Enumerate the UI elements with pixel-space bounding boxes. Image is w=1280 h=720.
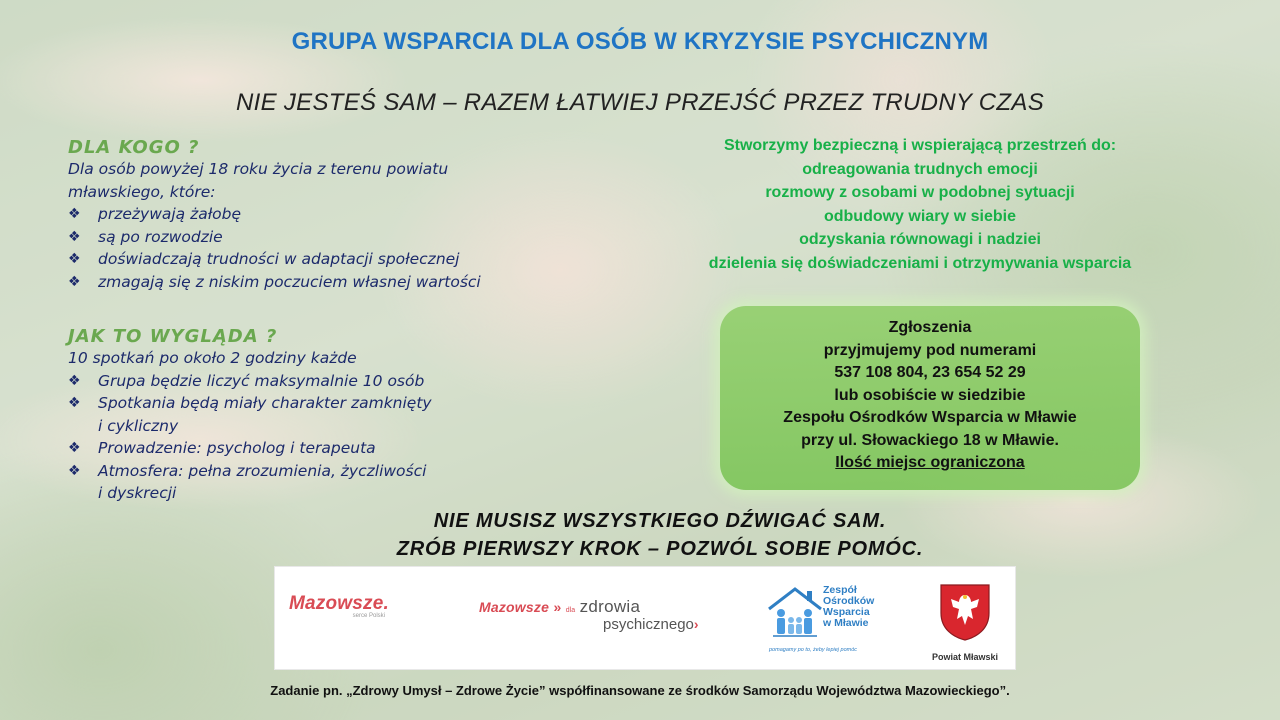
diamond-bullet-icon: ❖	[68, 228, 81, 245]
list-item: ❖ przeżywają żałobę	[68, 203, 588, 226]
zow-logo	[767, 584, 887, 653]
footer-funding-note: Zadanie pn. „Zdrowy Umysł – Zdrowe Życie” współfinansowane ze środków Samorządu Województwa Mazowieckiego”.	[270, 683, 1010, 698]
how-heading: JAK TO WYGLĄDA ?	[68, 326, 278, 347]
who-heading: DLA KOGO ?	[68, 137, 200, 158]
contact-line: Zespołu Ośrodków Wsparcia w Mławie	[783, 409, 1077, 426]
who-section	[68, 137, 588, 293]
who-intro-line1: Dla osób powyżej 18 roku życia z terenu powiatu	[68, 160, 449, 178]
who-intro-line2: mławskiego, które:	[68, 182, 216, 201]
list-item: ❖ Atmosfera: pełna zrozumienia, życzliwości i dyskrecji	[68, 461, 427, 502]
list-item: ❖ zmagają się z niskim poczuciem własnej wartości	[68, 271, 588, 294]
space-item: rozmowy z osobami w podobnej sytuacji	[765, 184, 1075, 201]
contact-phone-numbers: 537 108 804, 23 654 52 29	[834, 364, 1026, 381]
space-item: dzielenia się doświadczeniami i otrzymywania wsparcia	[708, 254, 1132, 272]
list-item: ❖ są po rozwodzie	[68, 226, 588, 249]
diamond-bullet-icon: ❖	[68, 462, 81, 479]
diamond-bullet-icon: ❖	[68, 372, 81, 389]
space-item: odzyskania równowagi i nadziei	[799, 231, 1041, 248]
space-intro: Stworzymy bezpieczną i wspierającą przestrzeń do:	[723, 137, 1117, 154]
who-list	[68, 203, 588, 293]
diamond-bullet-icon: ❖	[68, 273, 81, 290]
zow-name: Zespół Ośrodków Wsparcia w Mławie	[823, 584, 875, 629]
diamond-bullet-icon: ❖	[68, 251, 81, 267]
diamond-bullet-icon: ❖	[68, 206, 81, 222]
contact-line: przyjmujemy pod numerami	[823, 341, 1037, 359]
how-intro: 10 spotkań po około 2 godziny każde	[68, 349, 357, 367]
powiat-name: Powiat Mławski	[931, 652, 999, 662]
mazowsze-logo	[289, 593, 389, 619]
contact-address: przy ul. Słowackiego 18 w Mławie.	[801, 431, 1059, 449]
how-list	[68, 370, 588, 505]
list-item: ❖ Prowadzenie: psycholog i terapeuta	[68, 437, 588, 460]
page-title: GRUPA WSPARCIA DLA OSÓB W KRYZYSIE PSYCHICZNYM	[291, 28, 989, 55]
page-subtitle: NIE JESTEŚ SAM – RAZEM ŁATWIEJ PRZEJŚĆ PRZEZ TRUDNY CZAS	[235, 89, 1044, 116]
contact-box	[720, 306, 1140, 490]
family-house-icon	[767, 585, 823, 643]
mazowsze-tagline: serce Polski	[352, 613, 385, 619]
list-item: ❖ doświadczają trudności w adaptacji społecznej	[68, 248, 588, 271]
slogan-line1: NIE MUSISZ WSZYSTKIEGO DŹWIGAĆ SAM.	[433, 510, 887, 532]
space-item: odreagowania trudnych emocji	[802, 160, 1038, 178]
list-item: ❖ Spotkania będą miały charakter zamknięty i cykliczny	[68, 394, 432, 435]
mazowsze-dla-zdrowia-logo: Mazowsze » dla zdrowia psychicznego›	[479, 597, 699, 633]
diamond-bullet-icon: ❖	[68, 440, 81, 456]
coat-of-arms-icon	[939, 583, 991, 641]
list-item: ❖ Grupa będzie liczyć maksymalnie 10 osób	[68, 370, 588, 393]
zow-tagline: pomagamy po to, żeby lepiej pomóc	[769, 647, 858, 653]
contact-line: Zgłoszenia	[888, 319, 972, 336]
how-section	[68, 326, 588, 505]
slogan-line2: ZRÓB PIERWSZY KROK – POZWÓL SOBIE POMÓC.	[396, 538, 924, 560]
limited-places-note: Ilość miejsc ograniczona	[835, 454, 1025, 471]
contact-line: lub osobiście w siedzibie	[834, 386, 1026, 404]
powiat-mlawski-logo	[925, 583, 1005, 662]
chevron-right-icon: ›	[693, 616, 699, 632]
mazowsze-wordmark: Mazowsze.	[289, 593, 389, 614]
space-section	[660, 134, 1180, 275]
double-chevron-icon: »	[553, 599, 562, 615]
diamond-bullet-icon: ❖	[68, 395, 81, 411]
logos-strip	[274, 566, 1016, 670]
space-item: odbudowy wiary w siebie	[823, 207, 1017, 225]
